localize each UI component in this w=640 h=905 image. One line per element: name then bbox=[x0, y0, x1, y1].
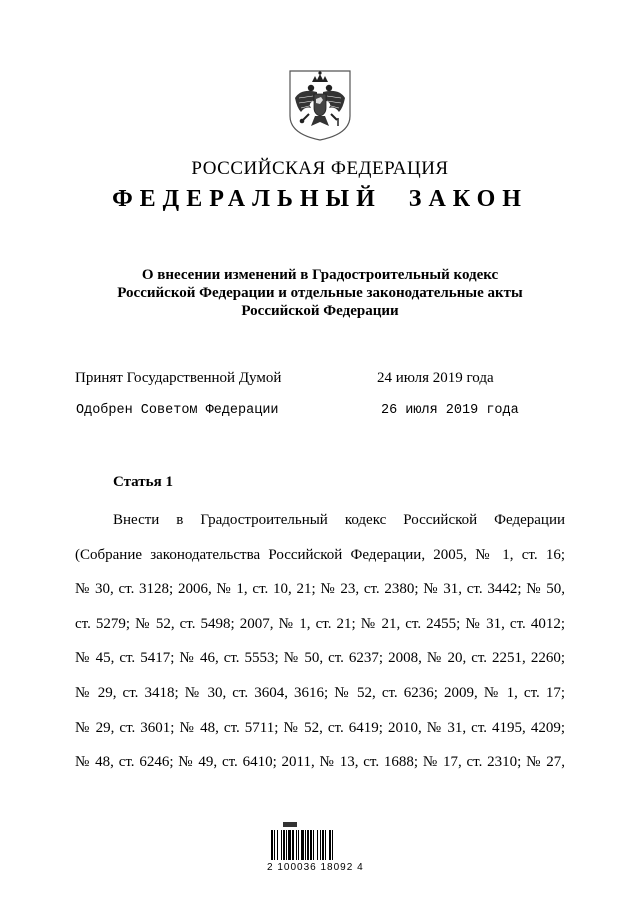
article-body bbox=[75, 503, 565, 780]
barcode-stripe bbox=[296, 830, 297, 860]
barcode-stripe bbox=[307, 830, 309, 860]
article-heading: Статья 1 bbox=[113, 474, 173, 490]
barcode-stripe bbox=[283, 830, 285, 860]
barcode-stripe bbox=[305, 830, 306, 860]
barcode-stripe bbox=[281, 830, 282, 860]
barcode-stripe bbox=[332, 830, 333, 860]
law-type-heading: ФЕДЕРАЛЬНЫЙ ЗАКОН bbox=[112, 186, 528, 212]
barcode-stripe bbox=[288, 830, 291, 860]
barcode-stripe bbox=[277, 830, 278, 860]
article-line: ст. 5279; № 52, ст. 5498; 2007, № 1, ст. 21; № 21, ст. 2455; № 31, ст. 4012; bbox=[75, 615, 565, 632]
duma-adoption-date: 24 июля 2019 года bbox=[377, 370, 494, 386]
duma-adoption-label: Принят Государственной Думой bbox=[75, 370, 282, 386]
barcode-stripe bbox=[329, 830, 331, 860]
law-title-line: Российской Федерации и отдельные законодательные акты bbox=[117, 285, 523, 301]
article-line: № 48, ст. 6246; № 49, ст. 6410; 2011, № 13, ст. 1688; № 17, ст. 2310; № 27, bbox=[75, 754, 565, 771]
barcode-stripe bbox=[292, 830, 294, 860]
article-line: № 30, ст. 3128; 2006, № 1, ст. 10, 21; № 23, ст. 2380; № 31, ст. 3442; № 50, bbox=[75, 581, 565, 598]
council-approval-date: 26 июля 2019 года bbox=[381, 403, 519, 418]
barcode-mark bbox=[283, 822, 297, 827]
council-approval-label: Одобрен Советом Федерации bbox=[76, 403, 279, 418]
barcode-stripe bbox=[310, 830, 312, 860]
barcode-stripe bbox=[298, 830, 299, 860]
russian-coat-of-arms-icon bbox=[287, 68, 353, 142]
barcode-stripe bbox=[271, 830, 273, 860]
barcode-stripe bbox=[322, 830, 324, 860]
barcode-stripe bbox=[313, 830, 314, 860]
article-line: Внести в Градостроительный кодекс Российской Федерации bbox=[113, 512, 565, 528]
article-line: № 29, ст. 3601; № 48, ст. 5711; № 52, ст. 6419; 2010, № 31, ст. 4195, 4209; bbox=[75, 719, 565, 736]
barcode-stripe bbox=[286, 830, 287, 860]
law-title bbox=[0, 266, 640, 320]
barcode-stripe bbox=[325, 830, 326, 860]
barcode-number: 2 100036 18092 4 bbox=[267, 862, 364, 873]
barcode-stripe bbox=[320, 830, 321, 860]
barcode-stripe bbox=[274, 830, 275, 860]
article-line: № 45, ст. 5417; № 46, ст. 5553; № 50, ст. 6237; 2008, № 20, ст. 2251, 2260; bbox=[75, 650, 565, 667]
barcode-stripe bbox=[317, 830, 318, 860]
barcode-stripe bbox=[301, 830, 304, 860]
article-line: (Собрание законодательства Российской Федерации, 2005, № 1, ст. 16; bbox=[75, 546, 565, 563]
law-title-line: Российской Федерации bbox=[241, 303, 399, 319]
law-title-line: О внесении изменений в Градостроительный кодекс bbox=[141, 267, 499, 283]
country-name: РОССИЙСКАЯ ФЕДЕРАЦИЯ bbox=[191, 158, 449, 179]
article-line: № 29, ст. 3418; № 30, ст. 3604, 3616; № 52, ст. 6236; 2009, № 1, ст. 17; bbox=[75, 684, 565, 701]
